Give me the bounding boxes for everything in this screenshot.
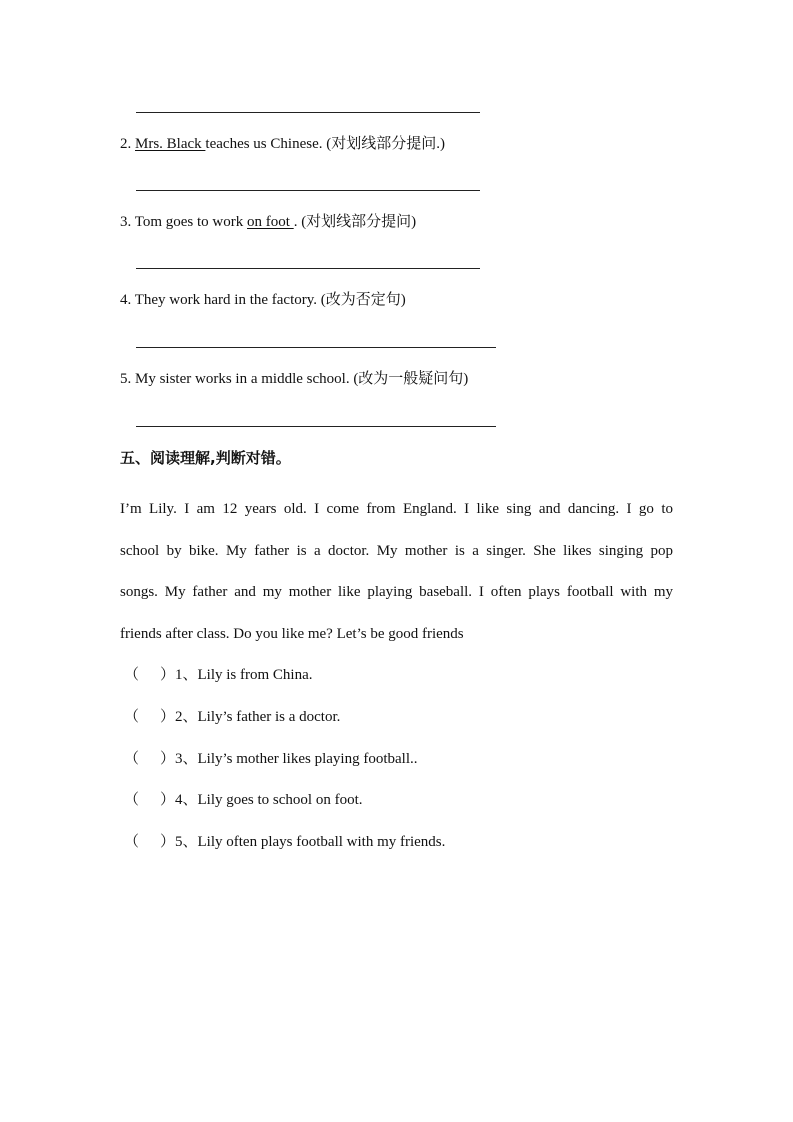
answer-line-2[interactable]: [136, 190, 480, 191]
passage-line-2: school by bike. My father is a doctor. My mother is a singer. She likes singing pop: [120, 543, 673, 559]
question-4-number: 4.: [120, 292, 135, 308]
question-3-number: 3.: [120, 214, 135, 230]
question-2-underlined-part: Mrs. Black: [135, 136, 206, 152]
judgement-5: [124, 832, 445, 852]
judgement-statement: 3、Lily’s mother likes playing football..: [175, 751, 418, 767]
question-3-underlined-part: on foot: [247, 214, 294, 230]
answer-bracket-open[interactable]: （: [124, 709, 140, 725]
answer-line-5[interactable]: [136, 426, 496, 427]
answer-line-3[interactable]: [136, 268, 480, 269]
judgement-2: [124, 707, 340, 727]
passage-line-3: songs. My father and my mother like playing baseball. I often plays football with my: [120, 584, 673, 600]
question-5-number: 5.: [120, 371, 135, 387]
answer-bracket-close: ）: [160, 751, 176, 767]
answer-line-1[interactable]: [136, 112, 480, 113]
question-3-rest: . (对划线部分提问): [293, 214, 417, 230]
question-4-text: They work hard in the factory. (改为否定句): [134, 292, 406, 308]
judgement-statement: 1、Lily is from China.: [175, 667, 313, 683]
answer-bracket-close: ）: [160, 709, 176, 725]
question-4: [120, 290, 406, 310]
judgement-4: [124, 790, 363, 810]
section-heading: 五、阅读理解,判断对错。: [120, 449, 291, 467]
judgement-3: [124, 749, 417, 769]
judgement-1: [124, 665, 313, 685]
question-2-number: 2.: [120, 136, 135, 152]
answer-bracket-open[interactable]: （: [124, 792, 140, 808]
question-2-rest: teaches us Chinese. (对划线部分提问.): [205, 136, 445, 152]
question-5: [120, 369, 468, 389]
judgement-statement: 2、Lily’s father is a doctor.: [175, 709, 341, 725]
answer-bracket-open[interactable]: （: [124, 751, 140, 767]
question-3: [120, 212, 416, 232]
answer-line-4[interactable]: [136, 347, 496, 348]
answer-bracket-close: ）: [160, 667, 176, 683]
question-3-before: Tom goes to work: [134, 214, 248, 230]
answer-bracket-close: ）: [160, 834, 176, 850]
answer-bracket-close: ）: [160, 792, 176, 808]
answer-bracket-open[interactable]: （: [124, 667, 140, 683]
passage-line-1: I’m Lily. I am 12 years old. I come from England. I like sing and dancing. I go to: [120, 501, 673, 517]
question-2: [120, 134, 445, 154]
question-5-text: My sister works in a middle school. (改为一般疑问句): [135, 371, 469, 387]
judgement-statement: 5、Lily often plays football with my friends.: [175, 834, 446, 850]
answer-bracket-open[interactable]: （: [124, 834, 140, 850]
passage-line-4: friends after class. Do you like me? Let’s be good friends: [120, 626, 464, 642]
judgement-statement: 4、Lily goes to school on foot.: [175, 792, 363, 808]
